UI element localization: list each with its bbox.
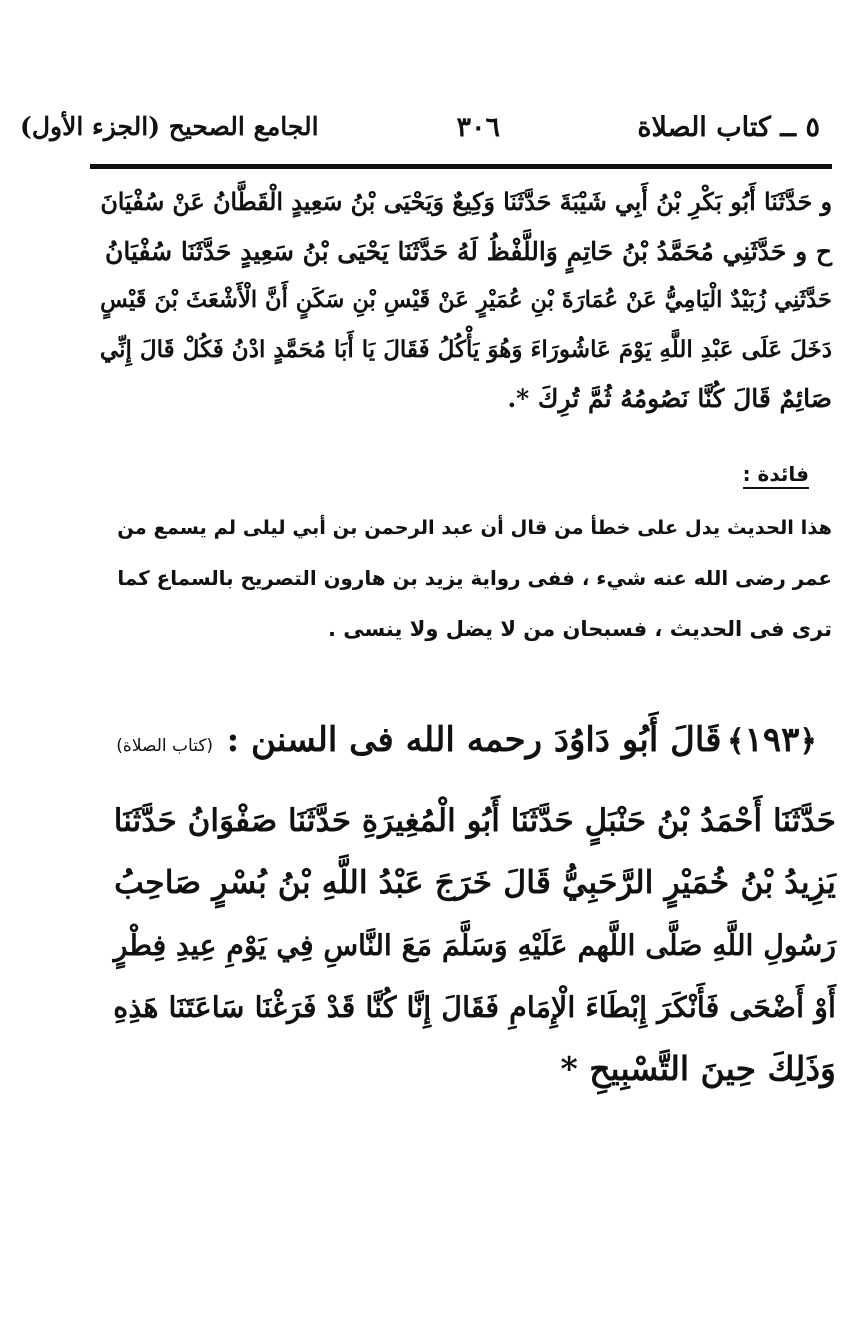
ornament-bracket: ﴾ bbox=[727, 724, 745, 759]
hadith-line: صَائِمٌ قَالَ كُنَّا نَصُومُهُ ثُمَّ تُرِكَ *. bbox=[507, 384, 832, 413]
hadith-line: يَزِيدُ بْنُ خُمَيْرٍ الرَّحَبِيُّ قَالَ خَرَجَ عَبْدُ اللَّهِ بْنُ بُسْرٍ صَاحِبُ bbox=[114, 864, 836, 901]
faida-line: عمر رضى الله عنه شيء ، ففى رواية يزيد بن هارون التصريح بالسماع كما bbox=[117, 567, 832, 590]
faida-paragraph bbox=[110, 502, 832, 655]
faida-heading: فائدة : bbox=[743, 462, 809, 489]
hadith-line: حَدَّثَنِي زُبَيْدٌ الْيَامِيُّ عَنْ عُمَارَةَ بْنِ عُمَيْرٍ عَنْ قَيْسِ بْنِ سَكَنٍ أَنَّ الْأَشْعَثَ بْنَ قَيْسٍ bbox=[100, 287, 832, 313]
header-rule bbox=[90, 164, 832, 169]
hadith-line: و حَدَّثَنَا أَبُو بَكْرِ بْنُ أَبِي شَيْبَةَ حَدَّثَنَا وَكِيعٌ وَيَحْيَى بْنُ سَعِيدٍ الْقَطَّانُ عَنْ سُفْيَانَ bbox=[100, 188, 832, 216]
hadith-line: أَوْ أَضْحَى فَأَنْكَرَ إِبْطَاءَ الْإِمَامِ فَقَالَ إِنَّا كُنَّا قَدْ فَرَغْنَا سَاعَتَنَا هَذِهِ bbox=[113, 990, 836, 1024]
hadith-text bbox=[92, 178, 832, 423]
hadith-number: ١٩٣ bbox=[744, 720, 800, 760]
hadith-line: حَدَّثَنَا أَحْمَدُ بْنُ حَنْبَلٍ حَدَّثَنَا أَبُو الْمُغِيرَةِ حَدَّثَنَا صَفْوَانُ حَدَّثَنَا bbox=[113, 803, 836, 839]
hadith-line: رَسُولِ اللَّهِ صَلَّى اللَّهم عَلَيْهِ وَسَلَّمَ مَعَ النَّاسِ فِي يَوْمِ عِيدِ فِطْرٍ bbox=[113, 928, 836, 962]
faida-line: هذا الحديث يدل على خطأ من قال أن عبد الرحمن بن أبي ليلى لم يسمع من bbox=[117, 516, 832, 539]
hadith-line: دَخَلَ عَلَى عَبْدِ اللَّهِ يَوْمَ عَاشُورَاءَ وَهُوَ يَأْكُلُ فَقَالَ يَا أَبَا مُحَمَّدٍ ادْنُ فَكُلْ قَالَ إِنِّي bbox=[99, 336, 832, 363]
page-header bbox=[20, 104, 820, 154]
hadith-heading bbox=[116, 720, 817, 760]
hadith-line: ح و حَدَّثَنِي مُحَمَّدُ بْنُ حَاتِمٍ وَاللَّفْظُ لَهُ حَدَّثَنَا يَحْيَى بْنُ سَعِيدٍ حَدَّثَنَا سُفْيَانُ bbox=[105, 237, 832, 266]
page-number: ٣٠٦ bbox=[456, 112, 500, 143]
hadith-text bbox=[106, 790, 836, 1100]
source-reference: (كتاب الصلاة) bbox=[116, 736, 214, 756]
narrator-heading: قَالَ أَبُو دَاوُدَ رحمه الله فى السنن : bbox=[226, 720, 722, 760]
faida-line: ترى فى الحديث ، فسبحان من لا يضل ولا ينسى . bbox=[328, 617, 832, 641]
chapter-title: ٥ ــ كتاب الصلاة bbox=[637, 112, 820, 143]
hadith-line: وَذَلِكَ حِينَ التَّسْبِيحِ * bbox=[560, 1049, 836, 1088]
book-title: الجامع الصحيح (الجزء الأول) bbox=[20, 112, 319, 141]
ornament-bracket: ﴿ bbox=[799, 724, 817, 759]
